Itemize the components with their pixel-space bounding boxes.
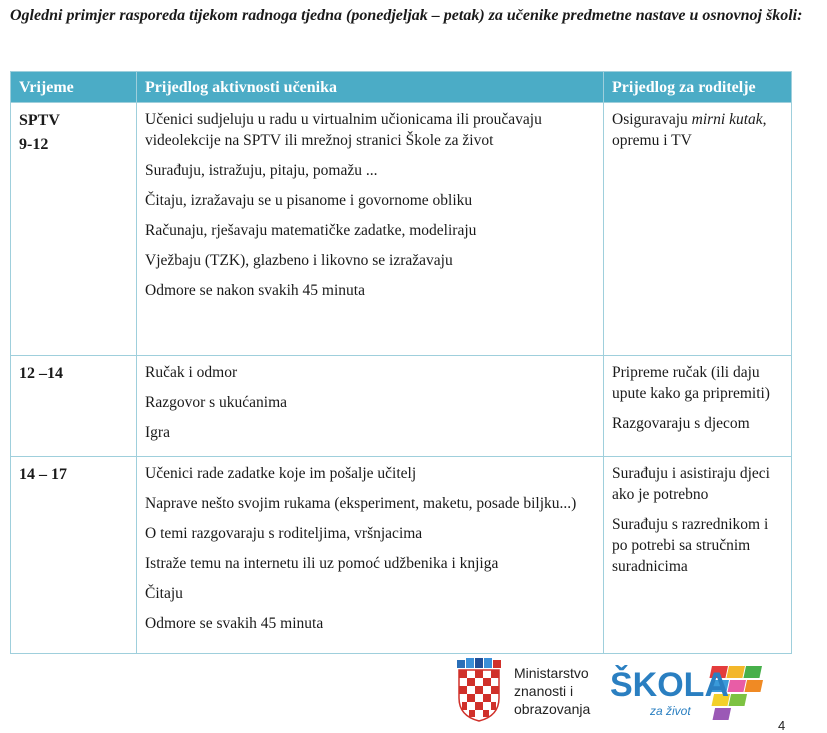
croatian-coat-of-arms-icon bbox=[455, 658, 503, 722]
footer bbox=[455, 658, 795, 728]
table-row bbox=[11, 103, 792, 356]
header-parents: Prijedlog za roditelje bbox=[604, 72, 792, 103]
parent-text: , opremu i TV bbox=[612, 111, 767, 149]
ministry-line: obrazovanja bbox=[514, 701, 591, 717]
activity-item: Učenici sudjeluju u radu u virtualnim učionicama ili proučavaju videolekcije na SPTV ili mrežnoj stranici Škole za život bbox=[145, 111, 542, 149]
activity-item: Surađuju, istražuju, pitaju, pomažu ... bbox=[145, 162, 378, 179]
activity-item: Ručak i odmor bbox=[145, 364, 238, 381]
skola-logo-text: ŠKOLA bbox=[610, 666, 729, 704]
parent-item: Razgovaraju s djecom bbox=[612, 415, 750, 432]
activities-cell bbox=[137, 457, 604, 654]
activity-item: Odmore se svakih 45 minuta bbox=[145, 615, 324, 632]
activities-cell bbox=[137, 356, 604, 457]
time-range: 14 – 17 bbox=[19, 466, 67, 483]
parent-item: Surađuju s razrednikom i po potrebi sa stručnim suradnicima bbox=[612, 516, 769, 575]
activity-item: Odmore se nakon svakih 45 minuta bbox=[145, 282, 365, 299]
activity-item: Čitaju bbox=[145, 585, 183, 602]
skola-logo-subtitle: za život bbox=[650, 704, 691, 718]
activity-item: Čitaju, izražavaju se u pisanome i govornome obliku bbox=[145, 192, 473, 209]
activity-item: Naprave nešto svojim rukama (eksperiment, maketu, posade biljku...) bbox=[145, 495, 577, 512]
parents-cell bbox=[604, 356, 792, 457]
time-cell bbox=[11, 457, 137, 654]
activity-item: Razgovor s ukućanima bbox=[145, 394, 288, 411]
parent-item: Surađuju i asistiraju djeci ako je potrebno bbox=[612, 465, 770, 503]
table-header-row bbox=[11, 72, 792, 103]
time-cell bbox=[11, 103, 137, 356]
header-activities: Prijedlog aktivnosti učenika bbox=[137, 72, 604, 103]
schedule-table bbox=[10, 71, 792, 654]
time-range: 9-12 bbox=[19, 136, 49, 153]
time-label: SPTV bbox=[19, 112, 60, 129]
activity-item: Vježbaju (TZK), glazbeno i likovno se izražavaju bbox=[145, 252, 453, 269]
activity-item: Računaju, rješavaju matematičke zadatke, modeliraju bbox=[145, 222, 477, 239]
parent-emphasis: mirni kutak bbox=[691, 111, 763, 128]
time-cell bbox=[11, 356, 137, 457]
page-number: 4 bbox=[778, 718, 786, 733]
activity-item: O temi razgovaraju s roditeljima, vršnjacima bbox=[145, 525, 423, 542]
parents-cell bbox=[604, 457, 792, 654]
parents-cell bbox=[604, 103, 792, 356]
activities-cell bbox=[137, 103, 604, 356]
header-time: Vrijeme bbox=[11, 72, 137, 103]
activity-item: Učenici rade zadatke koje im pošalje učitelj bbox=[145, 465, 417, 482]
ministry-line: znanosti i bbox=[514, 683, 574, 699]
ministry-name bbox=[514, 664, 590, 718]
ministry-line: Ministarstvo bbox=[514, 665, 589, 681]
parent-text: Osiguravaju bbox=[612, 111, 692, 128]
activity-item: Igra bbox=[145, 424, 170, 441]
parent-item bbox=[612, 109, 783, 151]
page-heading: Ogledni primjer rasporeda tijekom radnoga tjedna (ponedjeljak – petak) za učenike predmetne nastave u osnovnoj školi: bbox=[10, 7, 803, 24]
table-row bbox=[11, 457, 792, 654]
time-range: 12 –14 bbox=[19, 365, 63, 382]
activity-item: Istraže temu na internetu ili uz pomoć udžbenika i knjiga bbox=[145, 555, 499, 572]
table-row bbox=[11, 356, 792, 457]
parent-item: Pripreme ručak (ili daju upute kako ga pripremiti) bbox=[612, 364, 770, 402]
